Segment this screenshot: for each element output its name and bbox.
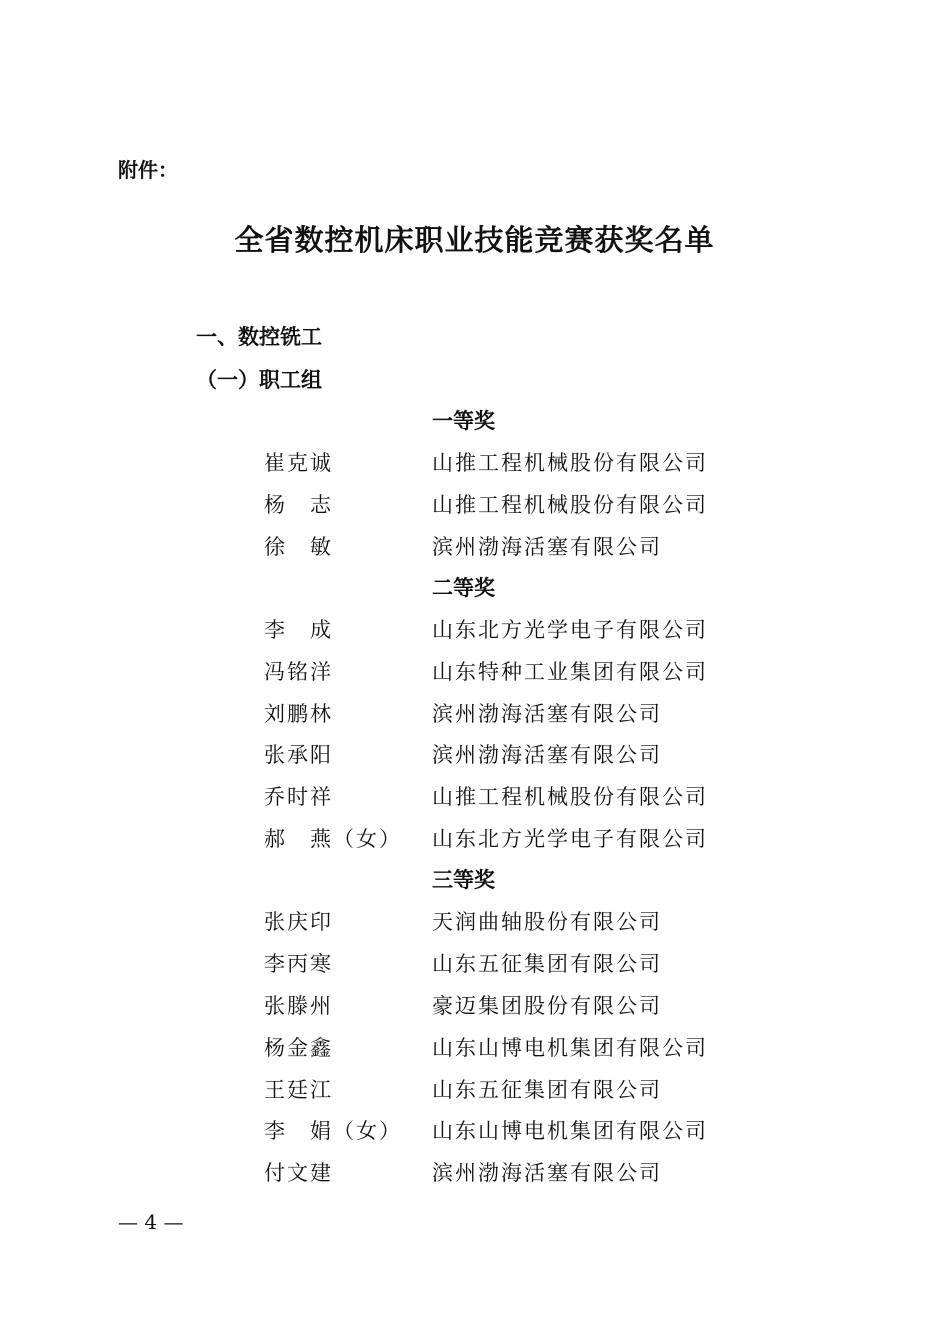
winner-name: 王廷江 xyxy=(264,1078,333,1102)
winner-company: 豪迈集团股份有限公司 xyxy=(432,994,662,1018)
winner-name: 崔克诚 xyxy=(264,451,333,475)
prize-heading-second: 二等奖 xyxy=(432,576,495,600)
winner-row xyxy=(0,656,949,686)
winner-company: 山推工程机械股份有限公司 xyxy=(432,493,708,517)
winner-row xyxy=(0,1032,949,1062)
winner-row xyxy=(0,489,949,519)
winner-row xyxy=(0,948,949,978)
winner-name: 张滕州 xyxy=(264,994,333,1018)
winner-row xyxy=(0,698,949,728)
winner-company: 山东五征集团有限公司 xyxy=(432,1078,662,1102)
prize-heading-third: 三等奖 xyxy=(432,868,495,892)
winner-company: 天润曲轴股份有限公司 xyxy=(432,910,662,934)
winner-company: 山东北方光学电子有限公司 xyxy=(432,618,708,642)
winner-company: 山东特种工业集团有限公司 xyxy=(432,660,708,684)
attachment-label: 附件： xyxy=(118,158,178,182)
section-heading: 一、数控铣工 xyxy=(196,325,322,349)
winner-name: 李丙寒 xyxy=(264,952,333,976)
winner-row xyxy=(0,739,949,769)
winner-name: 冯铭洋 xyxy=(264,660,333,684)
prize-heading-first: 一等奖 xyxy=(432,409,495,433)
winner-name: 杨 志 xyxy=(264,493,333,517)
winner-name: 付文建 xyxy=(264,1161,333,1185)
winner-row xyxy=(0,1157,949,1187)
winner-name: 乔时祥 xyxy=(264,785,333,809)
winner-row xyxy=(0,990,949,1020)
winner-name: 张庆印 xyxy=(264,910,333,934)
winner-row xyxy=(0,1115,949,1145)
winner-name: 李 娟（女） xyxy=(264,1119,402,1143)
winner-row xyxy=(0,781,949,811)
winner-company: 山东山博电机集团有限公司 xyxy=(432,1036,708,1060)
winner-name: 杨金鑫 xyxy=(264,1036,333,1060)
winner-row xyxy=(0,614,949,644)
document-title: 全省数控机床职业技能竞赛获奖名单 xyxy=(234,223,715,257)
winner-row xyxy=(0,906,949,936)
winner-name: 张承阳 xyxy=(264,743,333,767)
winner-name: 徐 敏 xyxy=(264,535,333,559)
winner-row xyxy=(0,447,949,477)
page-number: — 4 — xyxy=(118,1210,184,1234)
winner-company: 滨州渤海活塞有限公司 xyxy=(432,702,662,726)
winner-company: 山东五征集团有限公司 xyxy=(432,952,662,976)
winner-company: 滨州渤海活塞有限公司 xyxy=(432,743,662,767)
winner-name: 刘鹏林 xyxy=(264,702,333,726)
winner-company: 山东山博电机集团有限公司 xyxy=(432,1119,708,1143)
winner-name: 李 成 xyxy=(264,618,333,642)
winner-row xyxy=(0,531,949,561)
winner-company: 山推工程机械股份有限公司 xyxy=(432,785,708,809)
winner-company: 滨州渤海活塞有限公司 xyxy=(432,535,662,559)
winner-company: 滨州渤海活塞有限公司 xyxy=(432,1161,662,1185)
winner-row xyxy=(0,1074,949,1104)
winner-row xyxy=(0,823,949,853)
winner-name: 郝 燕（女） xyxy=(264,827,402,851)
winner-company: 山东北方光学电子有限公司 xyxy=(432,827,708,851)
group-heading: （一）职工组 xyxy=(196,368,322,392)
winner-company: 山推工程机械股份有限公司 xyxy=(432,451,708,475)
